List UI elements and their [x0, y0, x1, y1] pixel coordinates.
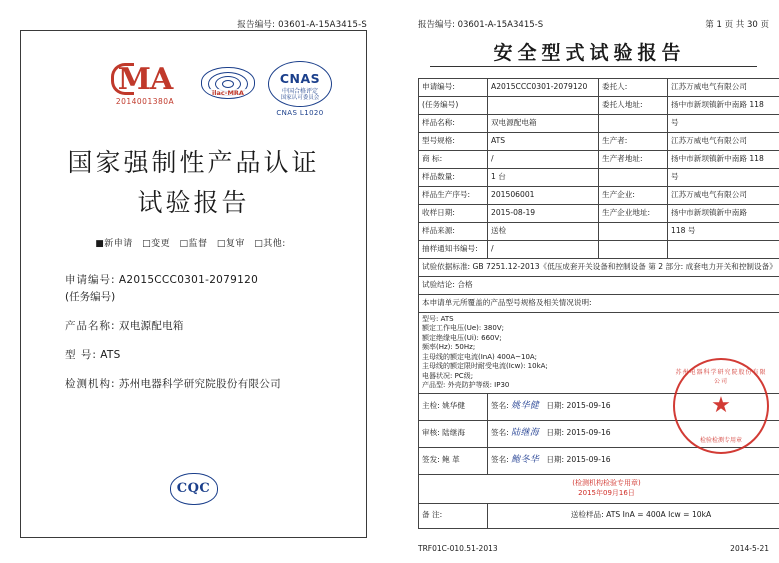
cell-value: 2015-08-19 [488, 205, 599, 223]
cell-value: 江苏万威电气有限公司 [668, 79, 779, 97]
cell-value [488, 97, 599, 115]
stamp-circle-icon [673, 358, 769, 454]
cell-value: 118 号 [668, 223, 779, 241]
table-row [419, 133, 779, 151]
cell-label [599, 115, 668, 133]
field-application-no [65, 274, 348, 286]
table-row [419, 187, 779, 205]
signature-date-label: 日期: [546, 401, 565, 411]
cell-label [599, 169, 668, 187]
cma-mark-icon: MA [117, 62, 173, 97]
spec-item: 电器状况: PC级; [422, 371, 474, 380]
conclusion-value: 合格 [457, 280, 473, 290]
cell-label: 样品生产序号: [419, 187, 488, 205]
cma-code: 2014001380A [115, 97, 175, 106]
cell-label: 生产者地址: [599, 151, 668, 169]
field-test-organization-label: 检测机构: [65, 378, 116, 391]
signature-label: 签名: [491, 401, 509, 411]
cell-value: 江苏万威电气有限公司 [668, 187, 779, 205]
checkbox-change[interactable]: □变更 [142, 239, 171, 249]
cell-value [668, 241, 779, 259]
left-cover-box [20, 30, 367, 538]
field-product-name-value: 双电源配电箱 [118, 320, 184, 333]
cell-value: 扬中市新坝镇新中南路 118 [668, 97, 779, 115]
cell-value: ATS [488, 133, 599, 151]
standard-text: GB 7251.12-2013《低压成套开关设备和控制设备 第 2 部分: 成套电力开关和控制设备》 [472, 262, 777, 272]
checkbox-review[interactable]: □复审 [216, 239, 245, 249]
cnas-sub1: 中国合格评定 [281, 88, 318, 95]
cell-label: 样品数量: [419, 169, 488, 187]
signature-role-name: 陆继海 [442, 428, 465, 438]
cell-label: 申请编号: [419, 79, 488, 97]
signature-date-label: 日期: [546, 428, 565, 438]
signature-role-label: 签发: [422, 455, 440, 465]
signature-handwriting: 鲍冬华 [511, 455, 540, 466]
cell-label: 商 标: [419, 151, 488, 169]
signature-role-cell [419, 447, 488, 474]
signature-role-cell [419, 393, 488, 420]
cnas-code: CNAS L1020 [276, 109, 324, 117]
spec-item: 产品型: 外壳防护等级: IP30 [422, 381, 510, 390]
stamp-note-row [419, 474, 779, 503]
stamp-side-date: 2015年09月16日 [578, 488, 635, 497]
cell-label: 生产企业地址: [599, 205, 668, 223]
left-report-number: 报告编号: 03601-A-15A3415-S [237, 20, 367, 30]
stamp-bottom-text: 检验检测专用章 [699, 437, 742, 444]
signature-role-label: 审核: [422, 428, 440, 438]
cell-value: 1 台 [488, 169, 599, 187]
stamp-note-cell [419, 474, 779, 503]
cell-value: 号 [668, 115, 779, 133]
field-test-organization-value: 苏州电器科学研究院股份有限公司 [118, 378, 281, 391]
conclusion-row [419, 277, 779, 295]
checkbox-new-application[interactable]: ■新申请 [95, 239, 133, 249]
standard-row [419, 259, 779, 277]
cell-label: 样品来源: [419, 223, 488, 241]
cell-value: / [488, 151, 599, 169]
application-type-checkboxes [21, 236, 366, 249]
cqc-logo [21, 473, 366, 505]
right-header [418, 18, 769, 30]
remark-label: 备 注: [419, 503, 488, 528]
ilac-label: ilac-MRA [202, 89, 254, 97]
field-application-no-label: 申请编号: [65, 274, 116, 286]
cover-fields [65, 274, 348, 407]
remark-row [419, 503, 779, 528]
left-cover-sheet [0, 0, 389, 563]
cover-title-line2: 试验报告 [137, 188, 250, 217]
cell-value: / [488, 241, 599, 259]
signature-handwriting: 姚华健 [511, 401, 540, 412]
stamp-side-note: (检测机构检验专用章) [572, 479, 641, 488]
signature-date-value: 2015-09-16 [566, 455, 611, 465]
signature-date-label: 日期: [546, 455, 565, 465]
right-report-sheet [400, 0, 779, 563]
cell-label: 收样日期: [419, 205, 488, 223]
footer-form-code: TRF01C-010.51-2013 [418, 544, 498, 553]
field-model [65, 349, 348, 361]
stamp-star-icon: ★ [711, 393, 731, 418]
table-row [419, 223, 779, 241]
cma-logo [99, 62, 191, 106]
field-application-no-value: A2015CCC0301-2079120 [118, 274, 259, 286]
spec-item: 额定绝缘电压(Ui): 660V; [422, 333, 502, 342]
cnas-name: CNAS [279, 71, 321, 86]
cell-value: 送检 [488, 223, 599, 241]
table-row [419, 205, 779, 223]
cell-value: 扬中市新坝镇新中南路 118 [668, 151, 779, 169]
spec-item: 额定工作电压(Ue): 380V; [422, 324, 504, 333]
right-page-number: 第 1 页 共 30 页 [705, 20, 769, 30]
cell-value: 扬中市新坝镇新中南路 [668, 205, 779, 223]
signature-role-name: 姚华健 [442, 401, 465, 411]
cell-label [599, 223, 668, 241]
cell-label: 生产者: [599, 133, 668, 151]
cell-label: 委托人地址: [599, 97, 668, 115]
signature-label: 签名: [491, 428, 509, 438]
table-row [419, 241, 779, 259]
ilac-circle-icon [201, 67, 255, 99]
cell-label: (任务编号) [419, 97, 488, 115]
table-row [419, 79, 779, 97]
footer-date: 2014-5-21 [730, 544, 769, 553]
conclusion-label: 试验结论: [422, 280, 455, 290]
right-footer [418, 544, 769, 553]
cell-value: 双电源配电箱 [488, 115, 599, 133]
signature-label: 签名: [491, 455, 509, 465]
cell-value: 号 [668, 169, 779, 187]
cell-value: 201506001 [488, 187, 599, 205]
field-task-no-label: (任务编号) [65, 291, 116, 304]
cell-label: 生产企业: [599, 187, 668, 205]
signature-role-name: 鲍 革 [442, 455, 460, 465]
cnas-circle-icon [268, 61, 332, 107]
table-row [419, 169, 779, 187]
right-title: 安全型式试验报告 [493, 42, 686, 64]
cell-label: 型号规格: [419, 133, 488, 151]
field-model-label: 型 号: [65, 349, 97, 362]
table-row [419, 151, 779, 169]
field-product-name-label: 产品名称: [65, 320, 116, 333]
spec-item: 主母线的额定限时耐受电流(Icw): 10kA; [422, 362, 548, 371]
signature-role-label: 主检: [422, 401, 440, 411]
cell-value: 江苏万威电气有限公司 [668, 133, 779, 151]
cell-label: 样品名称: [419, 115, 488, 133]
cover-title-line1: 国家强制性产品认证 [67, 148, 320, 177]
conclusion-cell [419, 277, 779, 295]
field-test-organization [65, 378, 348, 390]
signature-date-value: 2015-09-16 [566, 401, 611, 411]
cell-label: 抽样通知书编号: [419, 241, 488, 259]
cell-label: 委托人: [599, 79, 668, 97]
checkbox-supervision[interactable]: □监督 [179, 239, 208, 249]
cnas-logo [257, 61, 343, 117]
spec-item: 频率(Hz): 50Hz; [422, 343, 476, 352]
table-row [419, 97, 779, 115]
field-model-value: ATS [100, 349, 121, 362]
spec-item: 型号: ATS [422, 315, 454, 323]
title-divider [430, 66, 757, 67]
unit-note-cell: 本申请单元所覆盖的产品型号规格及相关情况说明: [419, 295, 779, 313]
stamp-arc-text: 苏州电器科学研究院股份有限公司 [675, 369, 767, 385]
spec-item: 主母线的额定电流(InA) 400A~10A; [422, 352, 538, 361]
field-product-name [65, 320, 348, 332]
checkbox-other[interactable]: □其他: [254, 239, 286, 249]
cell-value: A2015CCC0301-2079120 [488, 79, 599, 97]
right-report-number: 报告编号: 03601-A-15A3415-S [418, 20, 544, 30]
cqc-badge-icon: CQC [170, 473, 218, 505]
table-row [419, 115, 779, 133]
signature-handwriting: 陆继海 [511, 428, 540, 439]
signature-role-cell [419, 420, 488, 447]
certification-logos [21, 61, 366, 121]
standard-label: 试验依据标准: [422, 262, 471, 272]
cnas-sub2: 国家认可委员会 [280, 95, 320, 101]
remark-value: 送检样品: ATS InA = 400A Icw = 10kA [488, 503, 779, 528]
unit-note-row [419, 295, 779, 313]
report-info-table [418, 78, 779, 529]
cell-label [599, 241, 668, 259]
standard-cell [419, 259, 779, 277]
ilac-mra-logo [197, 67, 259, 99]
signature-date-value: 2015-09-16 [566, 428, 611, 438]
official-stamp [675, 352, 775, 452]
